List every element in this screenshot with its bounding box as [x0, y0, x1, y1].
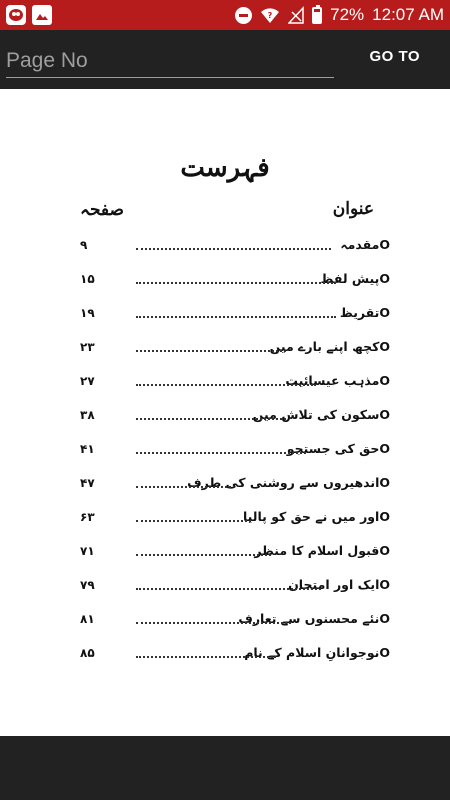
svg-text:?: ? [267, 11, 273, 20]
battery-icon [312, 7, 322, 24]
toc-entry-page: ۸۱ [80, 612, 95, 626]
toc-entry[interactable] [80, 541, 390, 563]
toc-entry[interactable] [80, 269, 390, 291]
toc-entry[interactable] [80, 337, 390, 359]
toc-entry-title: Oنئے محسنوں سے تعارف [238, 611, 390, 626]
toc-entry[interactable] [80, 507, 390, 529]
toc-entry-leader [136, 248, 331, 250]
toc-entry-leader [136, 554, 271, 556]
document-page[interactable] [0, 89, 450, 736]
toc-entry-page: ۴۱ [80, 442, 95, 456]
toc-entry-page: ۴۷ [80, 476, 95, 490]
toc-entry-page: ۹ [80, 238, 88, 252]
wifi-icon [260, 6, 280, 24]
toc-entry-page: ۸۵ [80, 646, 95, 660]
toc-entry-title: Oپیش لفظ [320, 271, 390, 286]
battery-percent: 72% [330, 5, 365, 24]
toc-entry-leader [136, 656, 276, 658]
toc-entry-title: Oمذہب عیسائیت [285, 373, 390, 388]
page-title: فہرست [180, 153, 270, 183]
top-toolbar [0, 30, 450, 89]
toc-entry-title: Oقبول اسلام کا منظر [254, 543, 390, 558]
toc-entry-page: ۷۱ [80, 544, 95, 558]
column-heading-topic: عنوان [332, 199, 374, 219]
toc-entry-page: ۱۹ [80, 306, 95, 320]
toc-entry[interactable] [80, 609, 390, 631]
clock: 12:07 AM [372, 5, 444, 24]
toc-entry-leader [136, 486, 231, 488]
toc-entry-page: ۳۸ [80, 408, 95, 422]
toc-entry-title: Oاور میں نے حق کو پالیا [242, 509, 390, 524]
toc-entry-page: ۲۷ [80, 374, 95, 388]
toc-entry-page: ۶۳ [80, 510, 95, 524]
toc-entry-title: Oایک اور امتحان [288, 577, 390, 592]
dnd-icon [235, 7, 252, 24]
toc-entry-leader [136, 622, 291, 624]
toc-entry-leader [136, 384, 316, 386]
toc-entry[interactable] [80, 439, 390, 461]
go-to-button[interactable]: GO TO [369, 48, 420, 65]
toc-entry[interactable] [80, 405, 390, 427]
toc-entry-leader [136, 520, 251, 522]
toc-entry-title: Oکچھ اپنے بارے میں [269, 339, 390, 354]
toc-entry[interactable] [80, 235, 390, 257]
status-bar [0, 0, 450, 30]
toc-entry-title: Oسکون کی تلاش میں [252, 407, 390, 422]
toc-entry-leader [136, 282, 336, 284]
toc-entry-leader [136, 316, 336, 318]
toc-entry[interactable] [80, 473, 390, 495]
column-heading-page: صفحہ [80, 200, 124, 220]
toc-entry[interactable] [80, 303, 390, 325]
toc-entry[interactable] [80, 371, 390, 393]
app-icon [6, 5, 26, 25]
toc-entry-page: ۱۵ [80, 272, 95, 286]
toc-entry-title: Oنوجوانانِ اسلام کے نام [244, 645, 390, 660]
page-number-input[interactable] [6, 44, 334, 78]
toc-entry-leader [136, 588, 321, 590]
toc-entry-title: Oحق کی جستجو [286, 441, 390, 456]
toc-entry-leader [136, 418, 286, 420]
toc-entry-title: Oاندھیروں سے روشنی کی طرف [187, 475, 390, 490]
toc-entry-title: Oتقریظ [339, 305, 390, 320]
toc-entry-leader [136, 350, 286, 352]
toc-entry[interactable] [80, 575, 390, 597]
toc-entry-page: ۲۳ [80, 340, 95, 354]
toc-entry-title: Oمقدمہ [340, 237, 390, 252]
image-icon [32, 5, 52, 25]
bottom-bar [0, 736, 450, 800]
no-signal-icon [288, 6, 304, 24]
toc-entry[interactable] [80, 643, 390, 665]
toc-entry-leader [136, 452, 306, 454]
toc-entry-page: ۷۹ [80, 578, 95, 592]
